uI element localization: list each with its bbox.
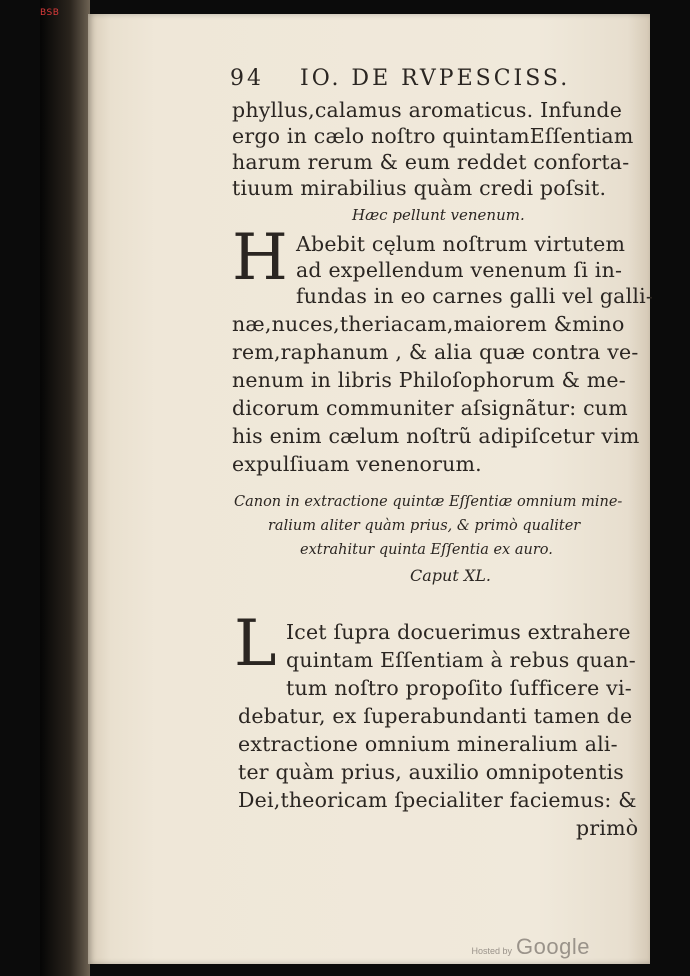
text-line: harum rerum & eum reddet conforta- bbox=[232, 150, 630, 174]
book-gutter bbox=[40, 0, 90, 976]
text-line: ter quàm prius, auxilio omnipotentis bbox=[238, 760, 625, 784]
text-line: ad expellendum venenum ſi in- bbox=[296, 258, 623, 282]
text-line: extractione omnium mineralium ali- bbox=[238, 732, 618, 756]
chapter-number: Caput XL. bbox=[410, 566, 491, 585]
text-line: tiuum mirabilius quàm credi poſsit. bbox=[232, 176, 607, 200]
text-line: rem,raphanum , & alia quæ contra ve- bbox=[232, 340, 639, 364]
text-line: ergo in cælo noſtro quintamEſſentiam bbox=[232, 124, 634, 148]
google-logo: Google bbox=[516, 934, 590, 959]
chapter-heading-line: ralium aliter quàm prius, & primò qualiter bbox=[268, 518, 581, 534]
text-line: Dei,theoricam ſpecialiter faciemus: & bbox=[238, 788, 637, 812]
section-subheading: Hæc pellunt venenum. bbox=[352, 206, 525, 224]
library-mark: BSB bbox=[40, 8, 60, 18]
text-line: Icet ſupra docuerimus extrahere bbox=[286, 620, 631, 644]
text-line: næ,nuces,theriacam,maiorem &mino bbox=[232, 312, 625, 336]
text-line: fundas in eo carnes galli vel galli- bbox=[296, 284, 653, 308]
text-line: his enim cælum noſtrũ adipiſcetur vim bbox=[232, 424, 640, 448]
drop-cap-l: L bbox=[234, 607, 277, 681]
hosted-by-google-watermark bbox=[472, 934, 590, 960]
text-line: debatur, ex ſuperabundanti tamen de bbox=[238, 704, 633, 728]
text-line: phyllus,calamus aromaticus. Infunde bbox=[232, 98, 623, 122]
drop-cap-h: H bbox=[232, 221, 288, 295]
chapter-heading-line: extrahitur quinta Eſſentia ex auro. bbox=[300, 542, 553, 558]
text-line: quintam Eſſentiam à rebus quan- bbox=[286, 648, 636, 672]
text-line: Abebit cęlum noſtrum virtutem bbox=[296, 232, 626, 256]
page-header bbox=[230, 66, 570, 91]
catchword: primò bbox=[576, 816, 639, 840]
text-line: nenum in libris Philoſophorum & me- bbox=[232, 368, 626, 392]
running-title: IO. DE RVPESCISS. bbox=[300, 66, 571, 91]
chapter-heading-line: Canon in extractione quintæ Eſſentiæ omnium mine- bbox=[234, 494, 623, 510]
hosted-by-label: Hosted by bbox=[471, 946, 513, 956]
text-line: dicorum communiter aſsignãtur: cum bbox=[232, 396, 628, 420]
text-line: tum noſtro propoſito ſufficere vi- bbox=[286, 676, 632, 700]
text-line: expulſiuam venenorum. bbox=[232, 452, 482, 476]
page-number: 94 bbox=[230, 66, 264, 91]
